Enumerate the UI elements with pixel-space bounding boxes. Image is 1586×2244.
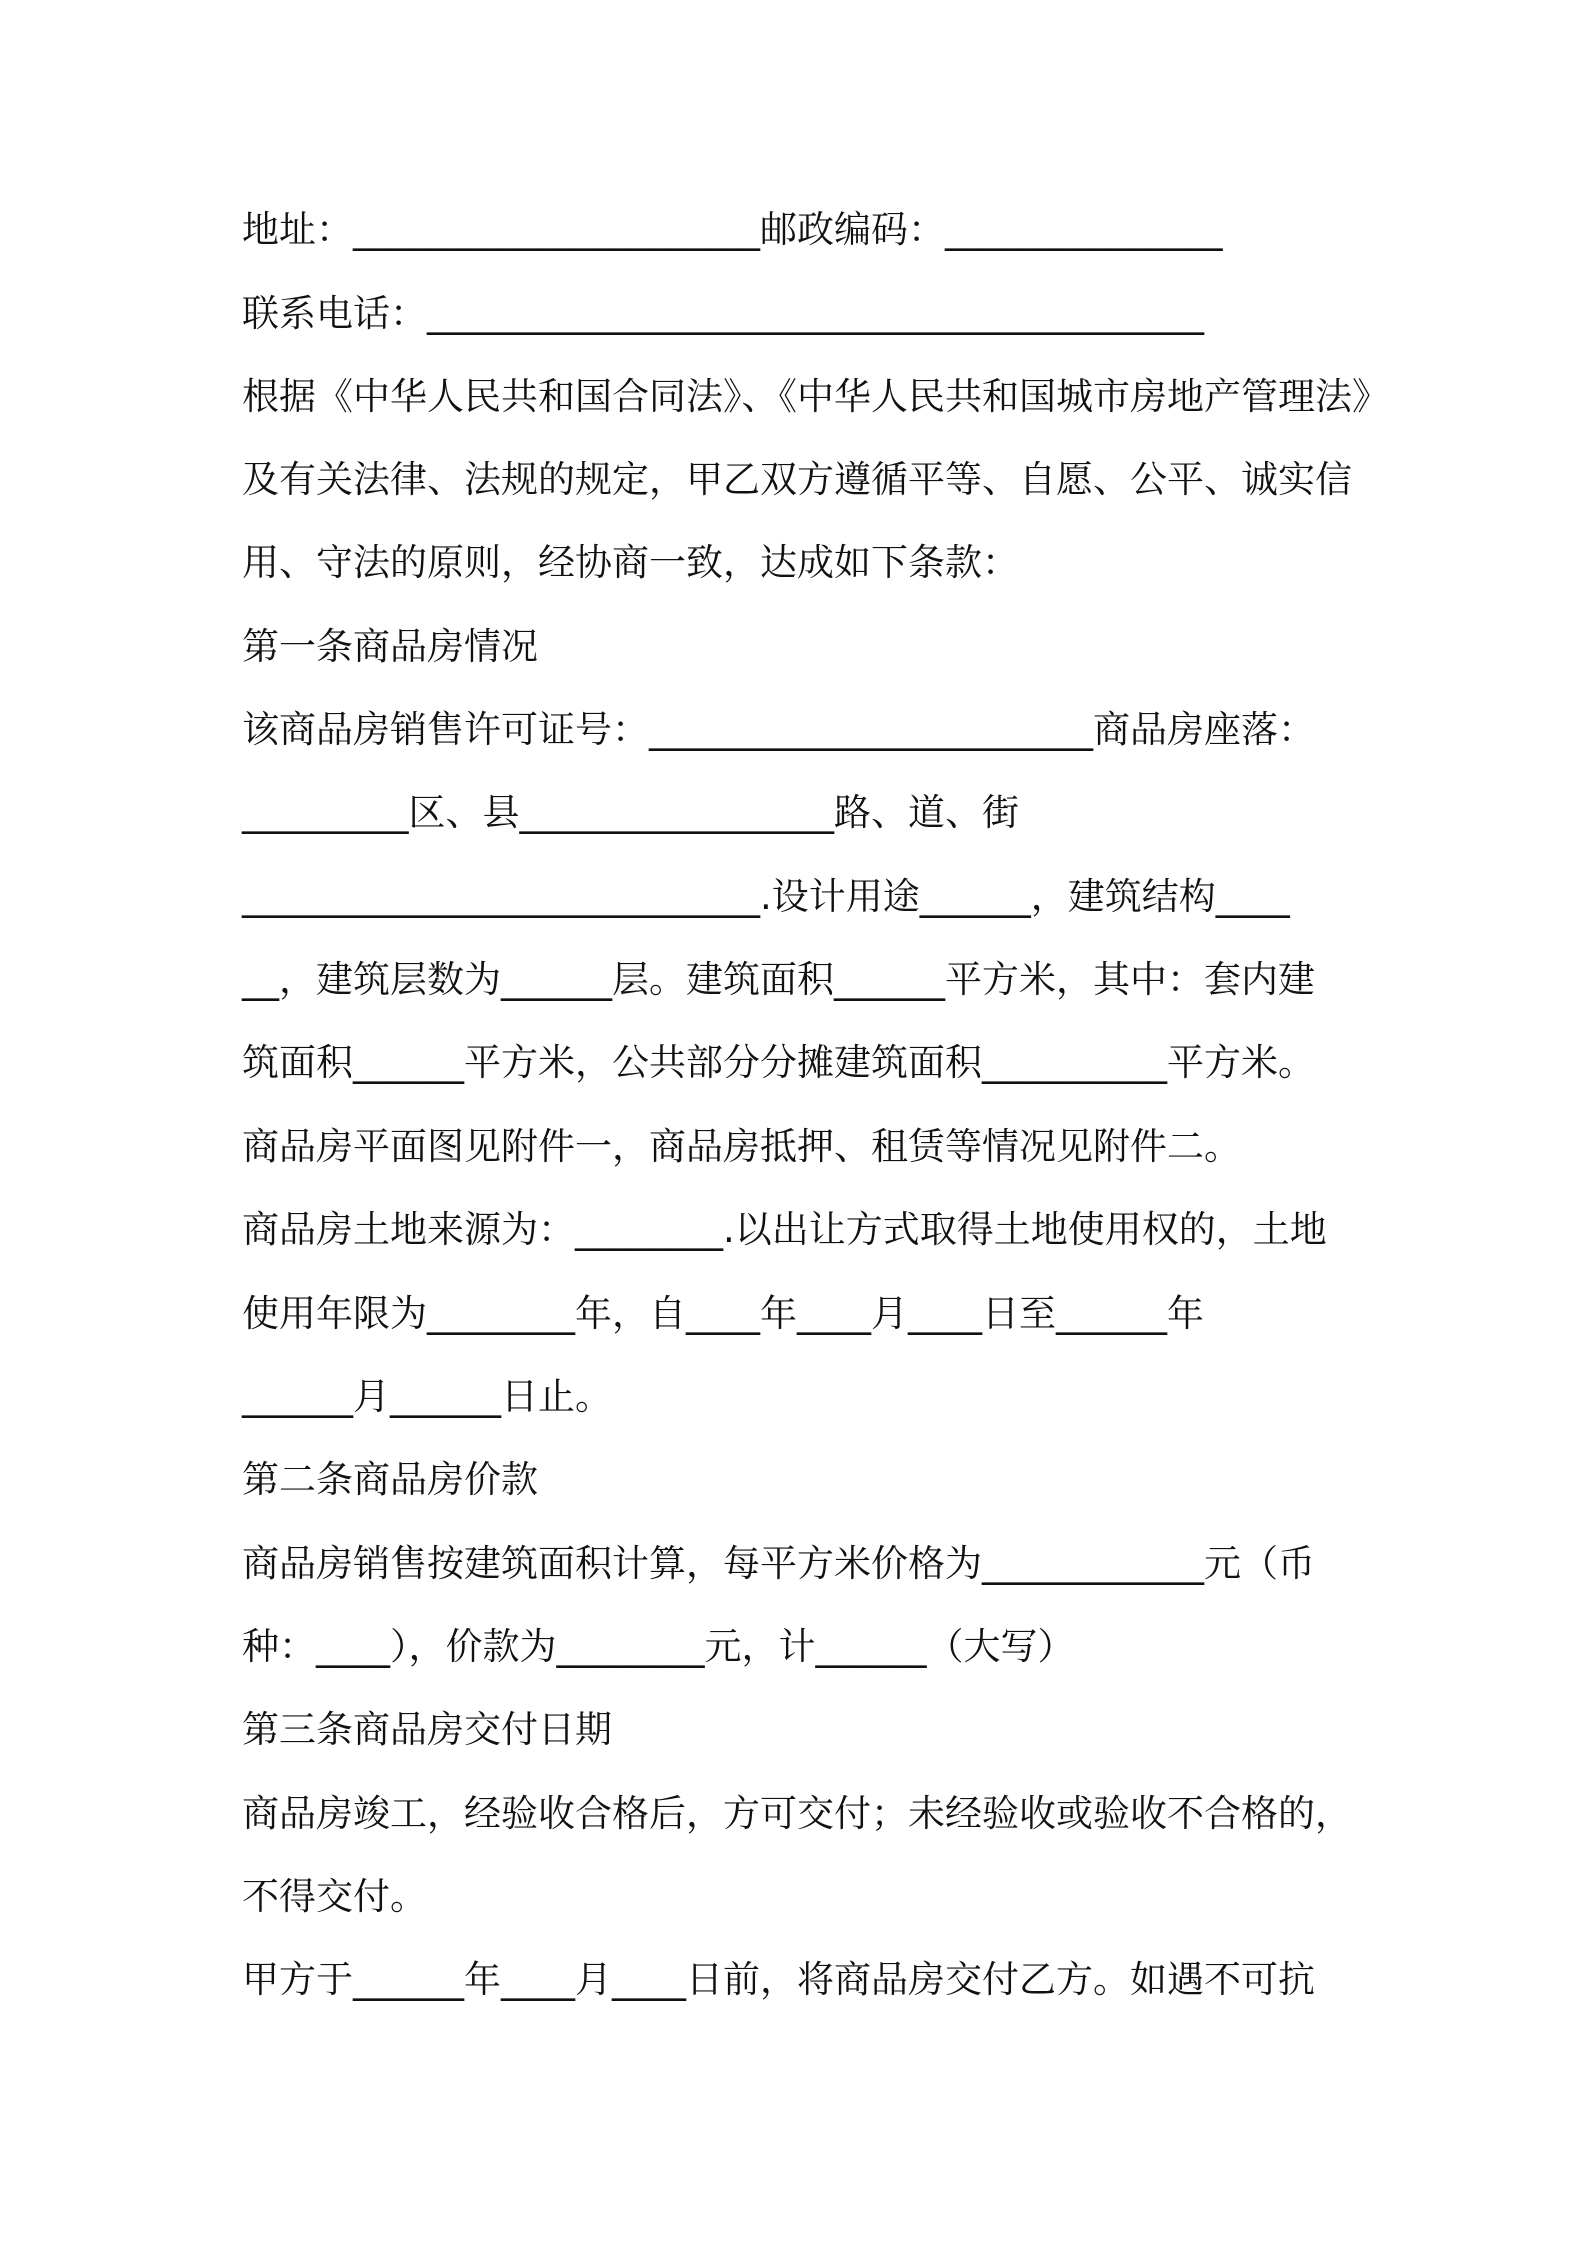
paragraph-line: __，建筑层数为______层。建筑面积______平方米，其中：套内建 xyxy=(242,958,1315,1001)
paragraph-line: _________区、县_________________路、道、街 xyxy=(242,791,1019,834)
paragraph-line: 用、守法的原则，经协商一致，达成如下条款： xyxy=(242,541,1019,584)
paragraph-line: 及有关法律、法规的规定，甲乙双方遵循平等、自愿、公平、诚实信 xyxy=(242,458,1352,501)
paragraph-line: 根据《中华人民共和国合同法》、《中华人民共和国城市房地产管理法》 xyxy=(242,375,1389,418)
paragraph-line: ____________________________.设计用途______，建筑结构____ xyxy=(242,875,1290,918)
section-heading-3: 第三条商品房交付日期 xyxy=(242,1708,612,1751)
paragraph-line: 使用年限为________年，自____年____月____日至______年 xyxy=(242,1292,1204,1335)
paragraph-line: 筑面积______平方米，公共部分分摊建筑面积__________平方米。 xyxy=(242,1041,1315,1084)
paragraph-line: 种：____），价款为________元，计______（大写） xyxy=(242,1625,1075,1668)
paragraph-line: 不得交付。 xyxy=(242,1875,427,1918)
section-heading-1: 第一条商品房情况 xyxy=(242,625,538,668)
paragraph-line: ______月______日止。 xyxy=(242,1375,612,1418)
paragraph-line: 商品房平面图见附件一，商品房抵押、租赁等情况见附件二。 xyxy=(242,1125,1241,1168)
paragraph-line: 商品房竣工，经验收合格后，方可交付；未经验收或验收不合格的， xyxy=(242,1792,1352,1835)
paragraph-line: 商品房土地来源为：________.以出让方式取得土地使用权的，土地 xyxy=(242,1208,1327,1251)
paragraph-line: 商品房销售按建筑面积计算，每平方米价格为____________元（币 xyxy=(242,1542,1315,1585)
paragraph-line: 该商品房销售许可证号：________________________商品房座落： xyxy=(242,708,1315,751)
address-line: 地址：______________________邮政编码：_______________ xyxy=(242,208,1223,251)
section-heading-2: 第二条商品房价款 xyxy=(242,1458,538,1501)
phone-line: 联系电话：__________________________________________ xyxy=(242,292,1204,335)
paragraph-line: 甲方于______年____月____日前，将商品房交付乙方。如遇不可抗 xyxy=(242,1958,1315,2001)
